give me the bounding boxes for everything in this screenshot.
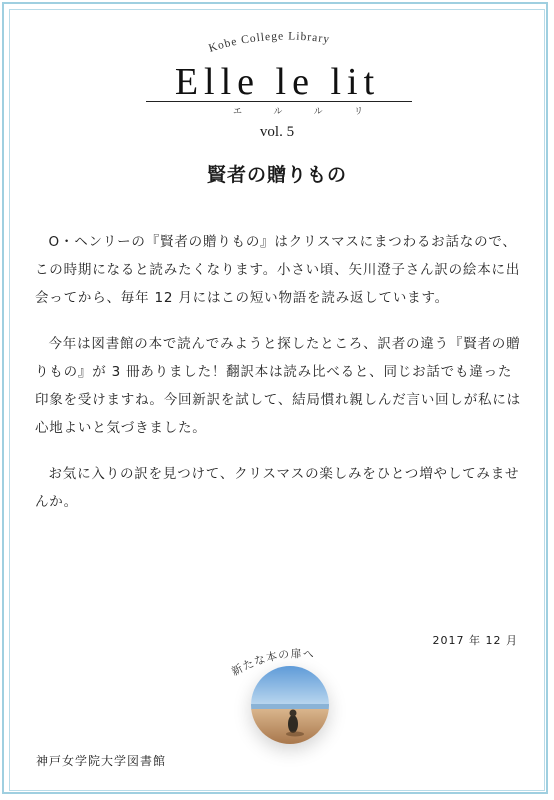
article-title: 賢者の贈りもの [206, 164, 347, 186]
article-body [35, 228, 525, 534]
masthead-title: Elle le lit [174, 61, 381, 103]
badge-caption: 新たな本の扉へ [229, 647, 316, 679]
beach-photo-badge [251, 666, 329, 744]
reading-char: ル [273, 107, 283, 117]
paragraph-1: O・ヘンリーの『賢者の贈りもの』はクリスマスにまつわるお話なので、この時期になると読みたくなります。小さい頃、矢川澄子さん訳の絵本に出会ってから、毎年 12 月にはこの短い物語を読み返しています。 [35, 234, 521, 306]
library-footer: 神戸女学院大学図書館 [36, 754, 167, 768]
beach-photo [251, 666, 329, 744]
svg-text:Kobe College Library [207, 30, 330, 54]
publication-date: 2017 年 12 月 [432, 634, 518, 647]
reading-char: リ [353, 107, 363, 117]
reading-char: エ [233, 107, 243, 117]
paragraph-2: 今年は図書館の本で読んでみようと探したところ、訳者の違う『賢者の贈りもの』が 3 冊ありました！翻訳本は読み比べると、同じお話でも違った印象を受けますね。今回新訳を試して、結局慣れ親しんだ言い回しが私には心地よいと気づきました。 [35, 336, 521, 436]
paragraph-3: お気に入りの訳を見つけて、クリスマスの楽しみをひとつ増やしてみませんか。 [35, 466, 520, 510]
masthead-underline [146, 101, 412, 102]
library-name: Kobe College Library [207, 30, 331, 55]
reading-char: ル [313, 107, 323, 117]
masthead-reading [233, 104, 363, 117]
volume-number: vol. 5 [259, 124, 295, 140]
